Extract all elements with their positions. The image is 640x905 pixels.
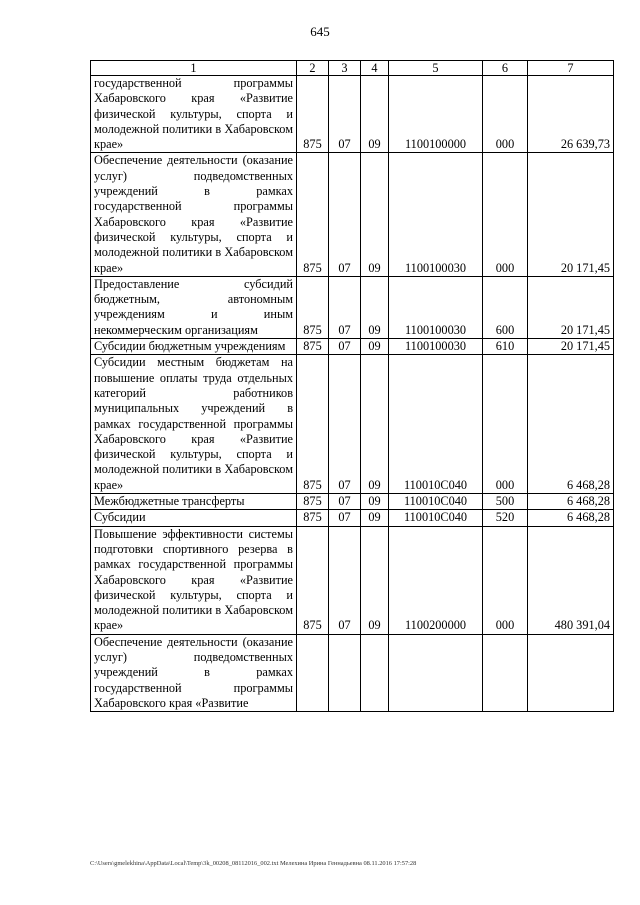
row-description: Повышение эффективности системы подготовки спортивного резерва в рамках государственной программы Хабаровского края «Развитие физической культуры, спорта и молодежной политики в Хабаровском крае» bbox=[91, 526, 297, 634]
cell-subsection bbox=[361, 634, 389, 711]
cell-amount: 20 171,45 bbox=[528, 153, 614, 276]
cell-target-article: 1100100030 bbox=[389, 276, 483, 338]
cell-section: 07 bbox=[329, 153, 361, 276]
cell-admin-code: 875 bbox=[297, 526, 329, 634]
cell-section: 07 bbox=[329, 526, 361, 634]
table-row bbox=[91, 276, 614, 338]
cell-section bbox=[329, 634, 361, 711]
page-number: 645 bbox=[310, 24, 330, 39]
header-col-7: 7 bbox=[528, 61, 614, 76]
cell-target-article: 1100200000 bbox=[389, 526, 483, 634]
row-description: Субсидии местным бюджетам на повышение оплаты труда отдельных категорий работников муниципальных учреждений в рамках государственной программы Хабаровского края «Развитие физической культуры, спорта и молодежной политики в Хабаровском крае» bbox=[91, 355, 297, 494]
cell-section: 07 bbox=[329, 510, 361, 526]
cell-admin-code bbox=[297, 634, 329, 711]
header-col-1: 1 bbox=[91, 61, 297, 76]
cell-admin-code: 875 bbox=[297, 494, 329, 510]
cell-admin-code: 875 bbox=[297, 510, 329, 526]
cell-section: 07 bbox=[329, 276, 361, 338]
cell-amount: 20 171,45 bbox=[528, 339, 614, 355]
row-description: Межбюджетные трансферты bbox=[91, 494, 297, 510]
cell-target-article: 1100100030 bbox=[389, 339, 483, 355]
table-row bbox=[91, 526, 614, 634]
cell-amount: 480 391,04 bbox=[528, 526, 614, 634]
table-row bbox=[91, 494, 614, 510]
cell-subsection: 09 bbox=[361, 153, 389, 276]
cell-amount: 6 468,28 bbox=[528, 355, 614, 494]
cell-amount: 6 468,28 bbox=[528, 510, 614, 526]
cell-subsection: 09 bbox=[361, 276, 389, 338]
cell-expense-type bbox=[483, 634, 528, 711]
cell-subsection: 09 bbox=[361, 494, 389, 510]
cell-section: 07 bbox=[329, 494, 361, 510]
row-description: Субсидии бюджетным учреждениям bbox=[91, 339, 297, 355]
cell-amount: 26 639,73 bbox=[528, 76, 614, 153]
cell-target-article: 110010С040 bbox=[389, 510, 483, 526]
row-description: Обеспечение деятельности (оказание услуг) подведомственных учреждений в рамках государственной программы Хабаровского края «Развитие bbox=[91, 634, 297, 711]
table-row bbox=[91, 76, 614, 153]
cell-amount: 20 171,45 bbox=[528, 276, 614, 338]
cell-expense-type: 610 bbox=[483, 339, 528, 355]
cell-expense-type: 500 bbox=[483, 494, 528, 510]
budget-table bbox=[90, 60, 614, 712]
cell-expense-type: 000 bbox=[483, 355, 528, 494]
cell-target-article: 110010С040 bbox=[389, 355, 483, 494]
cell-target-article: 1100100030 bbox=[389, 153, 483, 276]
cell-target-article: 1100100000 bbox=[389, 76, 483, 153]
cell-target-article: 110010С040 bbox=[389, 494, 483, 510]
row-description: Обеспечение деятельности (оказание услуг) подведомственных учреждений в рамках государственной программы Хабаровского края «Развитие физической культуры, спорта и молодежной политики в Хабаровском крае» bbox=[91, 153, 297, 276]
table-row bbox=[91, 339, 614, 355]
row-description: Субсидии bbox=[91, 510, 297, 526]
table-row bbox=[91, 355, 614, 494]
cell-expense-type: 000 bbox=[483, 153, 528, 276]
header-row bbox=[91, 61, 614, 76]
cell-expense-type: 520 bbox=[483, 510, 528, 526]
cell-admin-code: 875 bbox=[297, 339, 329, 355]
header-col-6: 6 bbox=[483, 61, 528, 76]
cell-expense-type: 000 bbox=[483, 76, 528, 153]
cell-subsection: 09 bbox=[361, 510, 389, 526]
cell-admin-code: 875 bbox=[297, 355, 329, 494]
cell-amount bbox=[528, 634, 614, 711]
cell-target-article bbox=[389, 634, 483, 711]
cell-subsection: 09 bbox=[361, 526, 389, 634]
header-col-5: 5 bbox=[389, 61, 483, 76]
header-col-2: 2 bbox=[297, 61, 329, 76]
cell-subsection: 09 bbox=[361, 355, 389, 494]
file-path-footer: C:\Users\gmelekhina\AppData\Local\Temp\3k_00208_08112016_002.txt Мелехина Ирина Геннадьевна 08.11.2016 17:57:28 bbox=[90, 860, 417, 867]
cell-section: 07 bbox=[329, 339, 361, 355]
cell-admin-code: 875 bbox=[297, 76, 329, 153]
header-col-3: 3 bbox=[329, 61, 361, 76]
cell-expense-type: 000 bbox=[483, 526, 528, 634]
cell-subsection: 09 bbox=[361, 76, 389, 153]
cell-expense-type: 600 bbox=[483, 276, 528, 338]
cell-section: 07 bbox=[329, 355, 361, 494]
row-description: государственной программы Хабаровского края «Развитие физической культуры, спорта и молодежной политики в Хабаровском крае» bbox=[91, 76, 297, 153]
table-row bbox=[91, 634, 614, 711]
header-col-4: 4 bbox=[361, 61, 389, 76]
cell-admin-code: 875 bbox=[297, 276, 329, 338]
table-row bbox=[91, 153, 614, 276]
table-row bbox=[91, 510, 614, 526]
cell-amount: 6 468,28 bbox=[528, 494, 614, 510]
cell-section: 07 bbox=[329, 76, 361, 153]
cell-admin-code: 875 bbox=[297, 153, 329, 276]
cell-subsection: 09 bbox=[361, 339, 389, 355]
row-description: Предоставление субсидий бюджетным, автономным учреждениям и иным некоммерческим организациям bbox=[91, 276, 297, 338]
